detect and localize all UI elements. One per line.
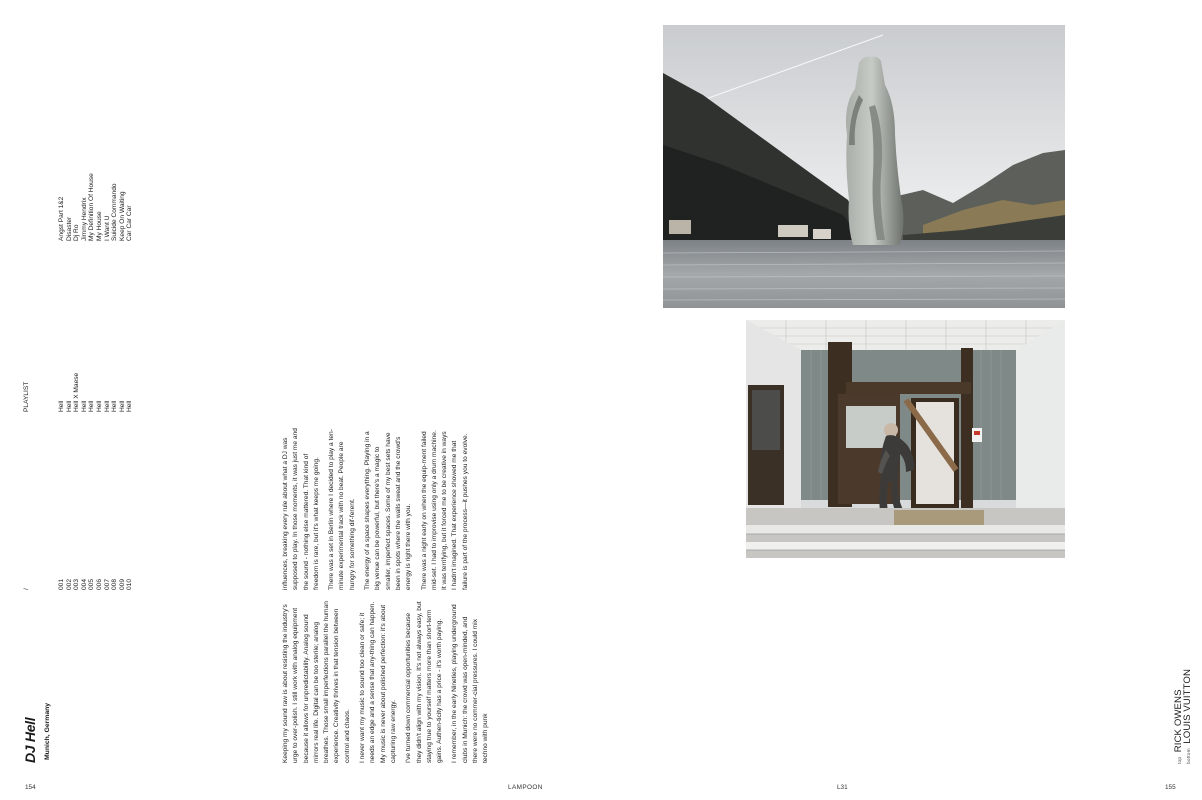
photo-man-at-doorway bbox=[746, 320, 1065, 558]
magazine-name: LAMPOON bbox=[508, 784, 543, 791]
playlist-number: 004 bbox=[80, 578, 88, 590]
playlist-track: My Definition Of House bbox=[88, 173, 96, 241]
playlist-artist: Hell bbox=[111, 400, 119, 412]
playlist-track: Dj Ro bbox=[73, 224, 81, 241]
issue-number: L31 bbox=[837, 784, 848, 791]
playlist-artist: Hell bbox=[58, 400, 65, 412]
playlist-track: Angst Part 1&2 bbox=[58, 196, 65, 241]
playlist-label-block bbox=[23, 382, 31, 412]
page-number-left: 154 bbox=[25, 784, 36, 791]
playlist-tracks bbox=[58, 173, 134, 241]
playlist-track: My House bbox=[95, 211, 103, 241]
body-paragraph: There was a night early on when the equip-ment failed mid-set. I had to improvise using only a drum machine. It was terrifying, but it forced me to be creative in ways I hadn't imagined. That experience showed me that failure is part of the process—it pushes you to evolve. bbox=[420, 430, 469, 590]
article-title: DJ Hell bbox=[22, 717, 38, 763]
playlist-number: 005 bbox=[88, 578, 96, 590]
body-column-1 bbox=[281, 601, 497, 763]
playlist-track: I Want U bbox=[103, 215, 111, 241]
playlist-artist: Hell bbox=[95, 400, 103, 412]
body-column-2 bbox=[281, 428, 476, 590]
body-paragraph: I never want my music to sound too clean or safe; it needs an edge and a sense that any-thing can happen. My music is never about polished perfection: it's about capturing raw energy. bbox=[359, 601, 397, 763]
credit-top-value: RICK OWENS bbox=[1173, 689, 1184, 753]
playlist-artist: Hell bbox=[126, 400, 134, 412]
playlist-track: Disaster bbox=[65, 216, 73, 241]
credit-top-label: top bbox=[1178, 756, 1183, 764]
playlist-track: Suicide Commando bbox=[111, 183, 119, 241]
body-paragraph: There was a set in Berlin where I decided to play a ten-minute experimental track with no beat. People are hungry for something dif-ferent. bbox=[328, 429, 356, 590]
playlist-slash: / bbox=[23, 588, 30, 590]
playlist-track: Jimmy Hendrix bbox=[80, 197, 88, 241]
playlist-number: 007 bbox=[103, 578, 111, 590]
playlist-artist: Hell bbox=[118, 400, 126, 412]
playlist-artists bbox=[58, 373, 134, 412]
body-paragraph: I remember, in the early Nineties, playing underground clubs in Munich: the crowd was open-minded, and there were no commer-cial pressures. I could mix techno with punk bbox=[451, 604, 490, 763]
playlist-track: Keep On Waiting bbox=[118, 191, 126, 241]
page-number-right: 155 bbox=[1165, 784, 1176, 791]
playlist-label: PLAYLIST bbox=[23, 381, 30, 412]
body-paragraph: influences, breaking every rule about what a DJ was supposed to play. In those moments, it was just me and the sound - nothing else mattered. That kind of freedom is rare, but it's what keeps me going. bbox=[282, 428, 320, 590]
playlist-artist: Hell bbox=[80, 400, 88, 412]
credit-bottom bbox=[1177, 669, 1195, 764]
article-title-block bbox=[22, 718, 38, 763]
playlist-slash-block bbox=[23, 588, 31, 590]
playlist-artist: Hell bbox=[103, 400, 111, 412]
playlist-artist: Hell bbox=[88, 400, 96, 412]
playlist-numbers bbox=[58, 579, 134, 590]
playlist-number: 006 bbox=[95, 578, 103, 590]
body-paragraph: Keeping my sound raw is about resisting the industry's urge to over-polish. I still work with analog equipment because it allows for unpredictability. Analog sound mirrors real life. Digital can be too sterile; analog breathes. Those small imperfections parallel the human experience. Creativity thrives in that tension between control and chaos. bbox=[282, 601, 351, 763]
credit-bottom-value: LOUIS VUITTON bbox=[1182, 668, 1193, 744]
playlist-number: 009 bbox=[118, 578, 126, 590]
playlist-number: 001 bbox=[58, 578, 65, 590]
playlist-number: 008 bbox=[111, 578, 119, 590]
playlist-number: 002 bbox=[65, 578, 73, 590]
playlist-artist: Hell bbox=[65, 400, 73, 412]
playlist-artist: Hell X Maese bbox=[73, 372, 81, 412]
body-paragraph: I've turned down commercial opportunities because they didn't align with my vision. It's not always easy, but staying true to yourself matters more than short-term gains. Authen-ticity has a price - it's worth paying. bbox=[405, 601, 444, 763]
playlist-number: 010 bbox=[126, 578, 134, 590]
article-location: Munich, Germany bbox=[44, 702, 51, 760]
article-location-block bbox=[44, 703, 51, 760]
playlist-track: Car Car Car bbox=[126, 205, 134, 241]
playlist-number: 003 bbox=[73, 578, 81, 590]
photo-statue-in-lake bbox=[663, 25, 1065, 308]
credit-bottom-label: bottom bbox=[1187, 748, 1192, 764]
body-paragraph: The energy of a space shapes everything. Playing in a big venue can be powerful, but there's a magic to smaller, imperfect spaces. Some of my best sets have been in spots where the walls sweat and the crowd's energy is right there with you. bbox=[364, 431, 413, 590]
